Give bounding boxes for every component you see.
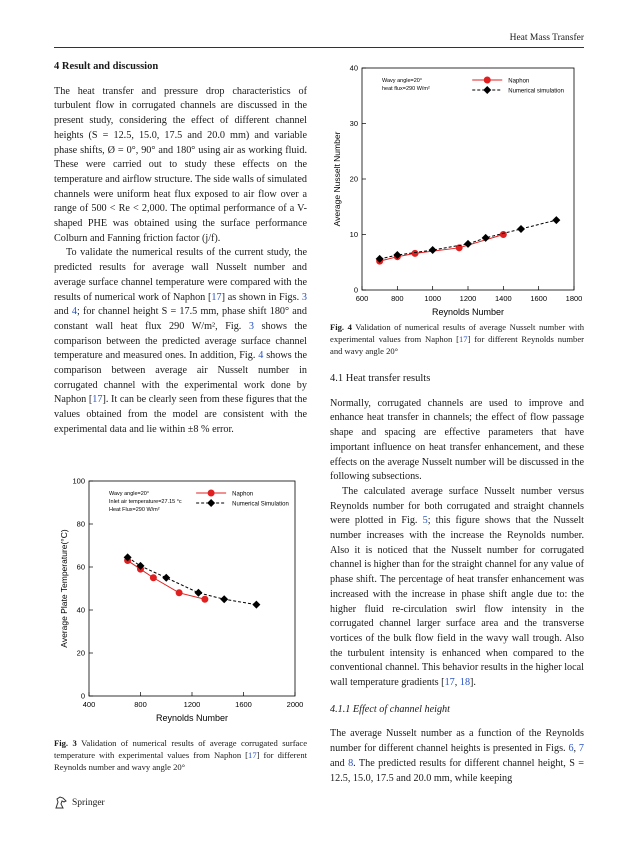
y-tick-label: 100 (72, 476, 85, 486)
fig-link[interactable]: 7 (578, 743, 585, 755)
chart-annotation: Wavy angle=20° (382, 78, 423, 84)
data-point (429, 246, 437, 254)
x-tick-label: 1600 (235, 700, 252, 709)
x-tick-label: 2000 (286, 700, 304, 709)
left-paragraph-2: To validate the numerical results of the current study, the predicted results for average wall Nusselt number and average surface channel temperature were compared with the results of numerical work of Naphon [17] as shown in Figs. 3 and 4; for channel height S = 17.5 mm, phase shift 180° and constant wall heat flux 290 W/m², Fig. 3 shows the comparison between the predicted average surface channel temperature and measured ones. In addition, Fig. 4 shows the comparison between average air Nusselt number in corrugated channel with the experimental work done by Naphon [17]. It can be clearly seen from these figures that the values obtained from the model are consistent with the experimental data and lie within ±8 % error. (54, 247, 307, 435)
fig3-caption: Fig. 3 Validation of numerical results of average corrugated surface temperature with experimental values from Naphon [17] for different Reynolds number and wavy angle 20° (54, 738, 308, 772)
ref-link[interactable]: 17 (248, 750, 257, 760)
data-point (162, 574, 170, 582)
data-point (176, 590, 182, 596)
series-line (380, 220, 557, 259)
plot-frame (89, 481, 295, 696)
left-column (54, 60, 307, 438)
ref-link[interactable]: 17 (458, 334, 468, 344)
x-tick-label: 800 (134, 700, 147, 709)
ref-link[interactable]: 18 (459, 677, 471, 689)
y-tick-label: 0 (80, 691, 85, 701)
right-paragraph-1: Normally, corrugated channels are used to improve and enhance heat transfer in channels; the effect of flow passage shape and spacing are effective parameters that have important influence on heat transfer enhancement, and these effects on the average Nusselt number will be discussed in the following subsections. (330, 397, 584, 483)
x-tick-label: 1400 (494, 294, 512, 303)
legend-marker (484, 77, 490, 83)
data-point (194, 589, 202, 597)
y-tick-label: 0 (353, 285, 358, 295)
data-point (252, 601, 260, 609)
fig-link[interactable]: 3 (301, 291, 307, 303)
right-paragraph-3: The average Nusselt number as a function of the Reynolds number for different channel heights is presented in Figs. 6, 7 and 8. The predicted results for different channel height, S = 12.5, 15.0, 17.5 and 20.0 mm, while keeping (330, 728, 585, 784)
springer-horse-icon (54, 796, 68, 810)
right-paragraph-2: The calculated average surface Nusselt number versus Reynolds number for both corrugated and straight channels were plotted in Fig. 5; this figure shows that the Nusselt number increases with the increase the Reynolds number. Also it is noticed that the Nusselt number for corrugated channel is higher than for the straight channel for any value of phase shift. The percentage of heat transfer enhancement was increased with the increase in phase shift angle due to: the higher fluid re-circulation swirl flow intensity in the corrugated channel larger surface area and the transverse vortices of the bulk flow field in the wavy wall trough. Also the turbulent intensity is enhanced when compared to the conventional channel. This behavior results in the higher local wall temperature gradients [17, 18]. (330, 485, 584, 689)
legend-marker (208, 490, 214, 496)
x-tick-label: 1600 (530, 294, 548, 303)
y-axis-label: Average Nusselt Number (332, 131, 342, 227)
data-point (500, 232, 506, 238)
fig-link[interactable]: 5 (422, 515, 428, 527)
legend-marker (207, 499, 215, 507)
data-point (220, 595, 228, 603)
y-tick-label: 30 (349, 119, 358, 128)
data-point (150, 575, 156, 581)
x-tick-label: 1000 (424, 294, 442, 303)
data-point (412, 250, 418, 256)
y-tick-label: 60 (76, 562, 85, 572)
chart-annotation: heat flux=290 W/m² (382, 86, 430, 92)
fig-link[interactable]: 3 (248, 320, 254, 332)
fig-link[interactable]: 4 (71, 306, 77, 318)
y-tick-label: 10 (349, 230, 358, 239)
fig-link[interactable]: 8 (348, 757, 354, 769)
chart-annotation: Inlet air temperature=27.15 °c (109, 499, 182, 505)
data-point (552, 216, 560, 224)
legend-label: Numerical Simulation (232, 501, 289, 508)
legend-marker (483, 86, 491, 94)
data-point (464, 240, 472, 248)
fig-link[interactable]: 4 (258, 350, 264, 362)
publisher-footer (54, 796, 105, 810)
journal-header: Heat Mass Transfer (509, 33, 584, 43)
data-point (202, 596, 208, 602)
x-tick-label: 400 (82, 700, 96, 709)
legend-label: Naphon (508, 78, 530, 85)
chart-annotation: Wavy angle=20° (109, 491, 150, 497)
y-tick-label: 40 (349, 63, 358, 73)
y-tick-label: 20 (349, 174, 358, 184)
fig4-chart (330, 58, 584, 318)
x-tick-label: 1800 (565, 294, 583, 303)
y-tick-label: 20 (76, 648, 85, 658)
series-line (128, 557, 257, 604)
y-tick-label: 80 (76, 519, 85, 529)
chart-annotation: Heat Flux=290 W/m² (109, 507, 160, 513)
fig-link[interactable]: 6 (568, 743, 574, 755)
left-paragraph-1: The heat transfer and pressure drop characteristics of turbulent flow in corrugated channels are discussed in the present study, considering the effect of different channel heights (S = 12.5, 15.0, 17.5 and 20.0 mm) and variable phase shifts, Ø = 0°, 90° and 180° using air as working fluid. These were carried out to study these effects on the temperature and airflow structure. The side walls of simulated channels were uniform heat flux exposed to air flow over a range of 500 < Re < 2,000. The optimal performance of a V-shaped PHE was obtained using the surface performance Colburn and Fanning friction factor (j/f). (54, 85, 308, 244)
plot-frame (362, 68, 574, 290)
x-axis-label: Reynolds Number (431, 307, 505, 317)
legend-label: Numerical simulation (508, 88, 564, 95)
fig4-caption: Fig. 4 Validation of numerical results of average Nusselt number with experimental values from Naphon [17] for different Reynolds number and wavy angle 20° (330, 322, 585, 356)
x-tick-label: 1200 (183, 700, 201, 709)
fig3-chart (54, 470, 307, 735)
publisher-name: Springer (72, 798, 105, 808)
x-tick-label: 600 (355, 294, 369, 303)
header-rule (54, 47, 584, 48)
x-tick-label: 800 (391, 294, 404, 303)
ref-link[interactable]: 17 (92, 394, 103, 406)
ref-link[interactable]: 17 (444, 677, 455, 689)
x-tick-label: 1200 (459, 294, 477, 303)
data-point (517, 225, 525, 233)
y-tick-label: 40 (76, 605, 85, 615)
subsubsection-heading: 4.1.1 Effect of channel height (330, 703, 450, 715)
legend-label: Naphon (232, 491, 254, 498)
subsection-heading: 4.1 Heat transfer results (330, 373, 431, 384)
right-column (330, 372, 584, 786)
y-axis-label: Average Plate Temperature(°C) (59, 529, 69, 648)
ref-link[interactable]: 17 (211, 291, 222, 303)
section-heading: 4 Result and discussion (54, 61, 159, 72)
x-axis-label: Reynolds Number (155, 713, 229, 723)
